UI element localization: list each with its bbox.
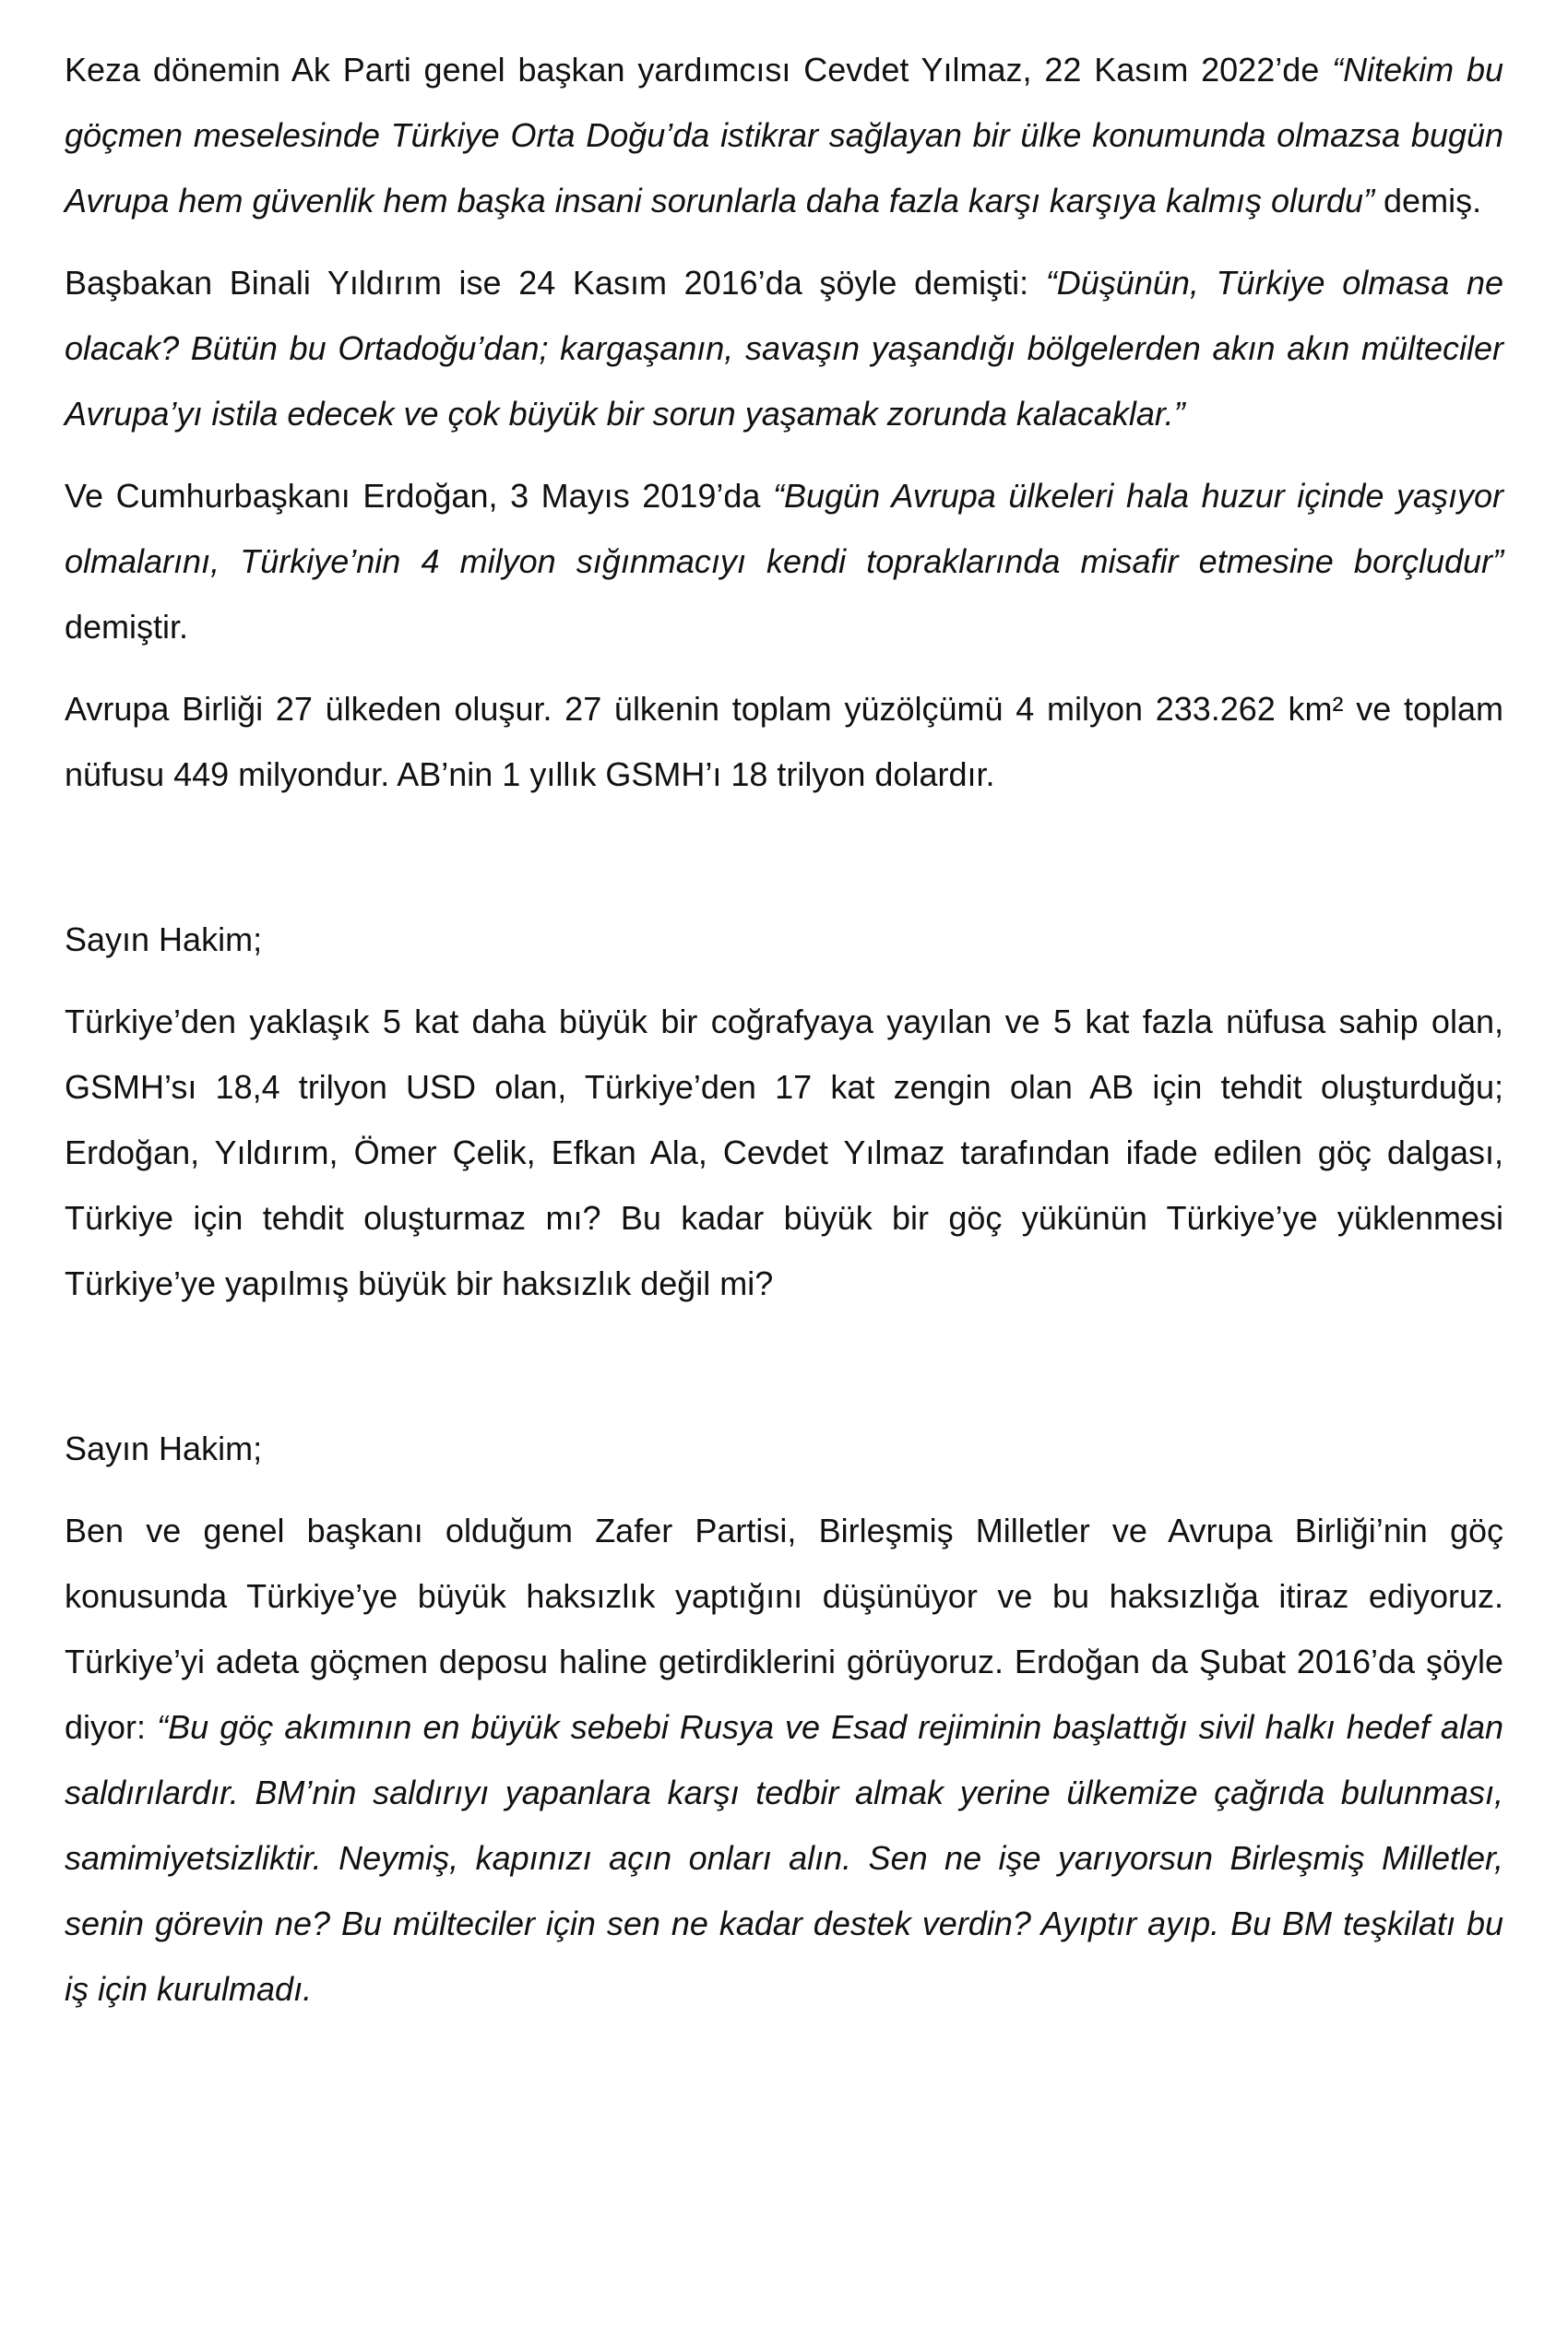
paragraph-quote-text: “Bugün Avrupa ülkeleri hala huzur içinde yaşıyor olmalarını, Türkiye’nin 4 milyon sığınmacıyı kendi topraklarında misafir etmesine borçludur” xyxy=(65,477,1503,580)
paragraph-migration-burden: Türkiye’den yaklaşık 5 kat daha büyük bir coğrafyaya yayılan ve 5 kat fazla nüfusa sahip olan, GSMH’sı 18,4 trilyon USD olan, Türkiye’den 17 kat zengin olan AB için tehdit oluşturduğu; Erdoğan, Yıldırım, Ömer Çelik, Efkan Ala, Cevdet Yılmaz tarafından ifade edilen göç dalgası, Türkiye için tehdit oluşturmaz mı? Bu kadar büyük bir göç yükünün Türkiye’ye yüklenmesi Türkiye’ye yapılmış büyük bir haksızlık değil mi? xyxy=(65,1003,1503,1302)
document-page xyxy=(65,37,1503,2038)
paragraph-plain-text: Ben ve genel başkanı olduğum Zafer Partisi, Birleşmiş Milletler ve Avrupa Birliği’nin göç konusunda Türkiye’ye büyük haksızlık yaptığını düşünüyor ve bu haksızlığa itiraz ediyoruz. Türkiye’yi adeta göçmen deposu haline getirdiklerini görüyoruz. Erdoğan da Şubat 2016’da şöyle diyor: xyxy=(65,1512,1503,1746)
paragraph-quote-text: “Nitekim bu göçmen meselesinde Türkiye Orta Doğu’da istikrar sağlayan bir ülke konumunda olmazsa bugün Avrupa hem güvenlik hem başka insani sorunlarla daha fazla karşı karşıya kalmış olurdu” xyxy=(65,51,1504,220)
paragraph-quote-text: “Bu göç akımının en büyük sebebi Rusya ve Esad rejiminin başlattığı sivil halkı hedef alan saldırılardır. BM’nin saldırıyı yapanlara karşı tedbir almak yerine ülkemize çağrıda bulunması, samimiyetsizliktir. Neymiş, kapınızı açın onları alın. Sen ne işe yarıyorsun Birleşmiş Milletler, senin görevin ne? Bu mülteciler için sen ne kadar destek verdin? Ayıptır ayıp. Bu BM teşkilatı bu iş için kurulmadı. xyxy=(65,1708,1503,2008)
paragraph-plain-text: Avrupa Birliği 27 ülkeden oluşur. 27 ülkenin toplam yüzölçümü 4 milyon 233.262 km² ve toplam nüfusu 449 milyondur. AB’nin 1 yıllık GSMH’ı 18 trilyon dolardır. xyxy=(65,690,1503,793)
paragraph-eu-facts xyxy=(65,676,1503,807)
salutation: Sayın Hakim; xyxy=(65,1430,263,1467)
paragraph-plain-text: Başbakan Binali Yıldırım ise 24 Kasım 2016’da şöyle demişti: xyxy=(65,264,1046,302)
paragraph-yilmaz-quote xyxy=(65,37,1503,233)
salutation: Sayın Hakim; xyxy=(65,920,263,958)
paragraph-erdogan-quote xyxy=(65,463,1503,659)
paragraph-plain-text: Keza dönemin Ak Parti genel başkan yardımcısı Cevdet Yılmaz, 22 Kasım 2022’de xyxy=(65,51,1333,89)
paragraph-plain-text: demiş. xyxy=(1374,182,1482,220)
paragraph-zafer-party xyxy=(65,1498,1503,2022)
paragraph-plain-text: Ve Cumhurbaşkanı Erdoğan, 3 Mayıs 2019’da xyxy=(65,477,774,515)
paragraph-yildirim-quote xyxy=(65,250,1503,446)
paragraph-plain-text: demiştir. xyxy=(65,608,189,646)
spacer xyxy=(65,824,1503,907)
spacer xyxy=(65,1333,1503,1416)
paragraph-quote-text: “Düşünün, Türkiye olmasa ne olacak? Bütün bu Ortadoğu’dan; kargaşanın, savaşın yaşandığı bölgelerden akın akın mülteciler Avrupa’yı istila edecek ve çok büyük bir sorun yaşamak zorunda kalacaklar.” xyxy=(65,264,1503,433)
